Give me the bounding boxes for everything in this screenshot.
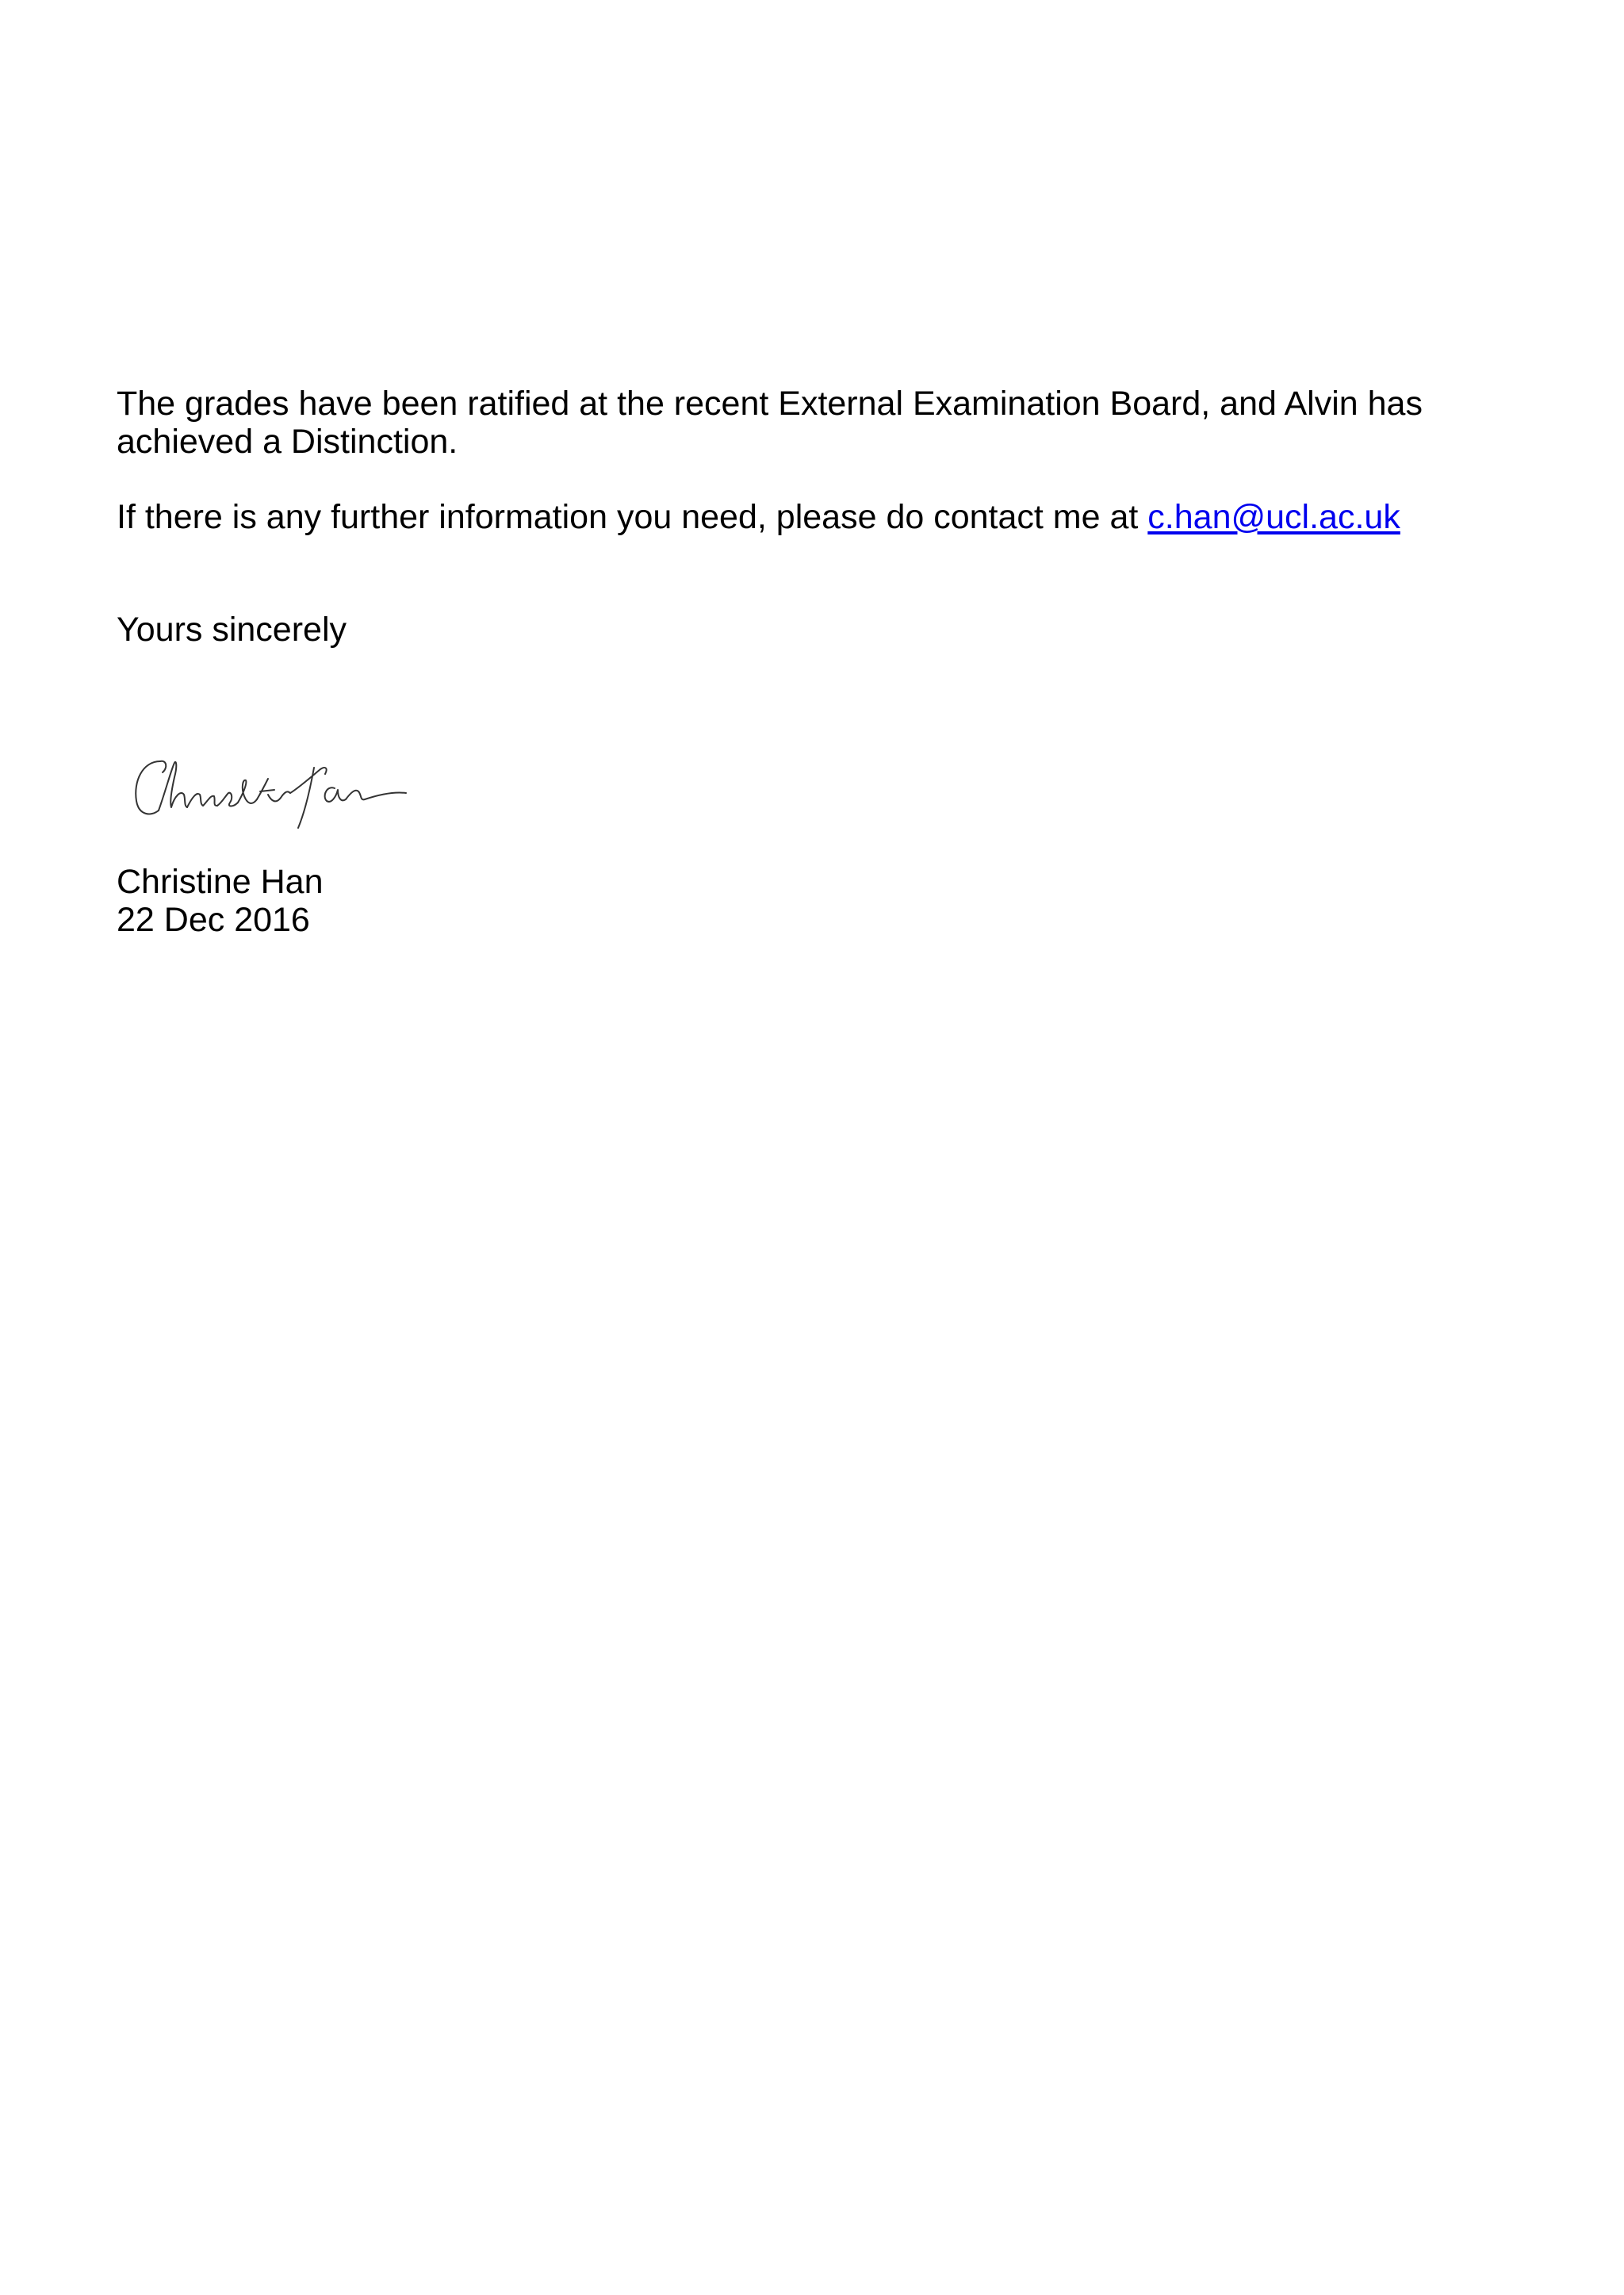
contact-email-link[interactable]: c.han@ucl.ac.uk [1147,498,1400,536]
signature-icon [127,745,412,833]
contact-paragraph [117,498,1400,536]
contact-text: If there is any further information you need, please do contact me at [117,498,1148,536]
letter-date: 22 Dec 2016 [117,901,310,939]
body-paragraph-line-1: The grades have been ratified at the recent External Examination Board, and Alvin has [117,385,1423,423]
body-paragraph-line-2: achieved a Distinction. [117,423,458,461]
closing-salutation: Yours sincerely [117,611,347,649]
signatory-name: Christine Han [117,863,324,901]
